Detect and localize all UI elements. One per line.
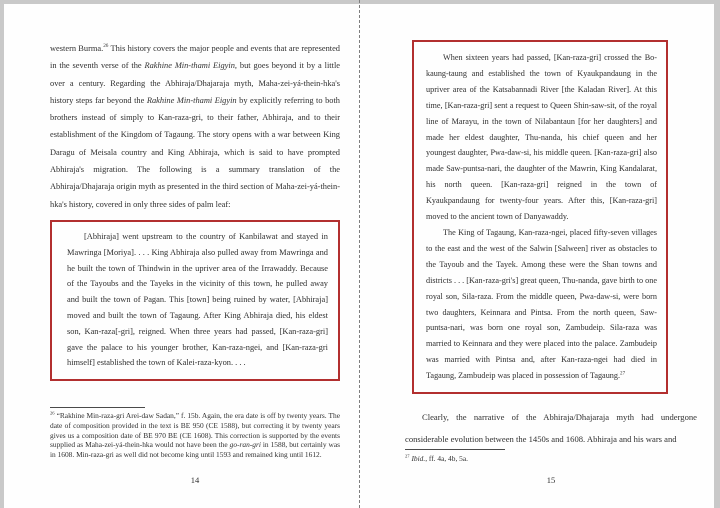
- right-footnote-rule: [405, 449, 505, 450]
- page-divider: [359, 0, 360, 508]
- right-block-quote-paragraph-2: The King of Tagaung, Kan-raza-ngei, placed fifty-seven villages to the east and the west of the Salwin [Salween] river as obstacles to the Tayoub and the Tayek. Among these were the Shan towns and districts . . . [Kan-raza-gri's] great queen, Thu-nanda, gave birth to one royal son, Sila-raza. From the middle queen, Pwa-daw-si, were born two daughters, Keinnara and Pintsa. From the north queen, Saw-puntsa-nari, was born one royal son, Zambudeip. Sila-raza was married to Keinnara and they were placed into the palace. Zambudeip was married with Pintsa and, after Kan-raza-ngei had died in Tagaung, Zambudeip was placed in possession of Tagaung.$^{27}$: [426, 227, 657, 381]
- right-block-quote-paragraph-1: When sixteen years had passed, [Kan-raza-gri] crossed the Bo-kaung-taung and established the town of Kyaukpandaung in the upriver area of the Katsabannadi River [the Kaladan River]. At this time, [Kan-raza-gri] sent a request to Queen Shin-saw-sit, of the royal line of Marayu, in the town of Nilabantaun [for her daughters] and made her eldest daughter, Thu-nanda, his chief queen and her youngest daughter, Pwa-daw-si, his middle queen. [Kan-raza-gri] also made Saw-puntsa-nari, the daughter of the Mawrin, King Kandalarat, his north queen. [Kan-raza-gri] reigned in the town of Kyaukpandaung for twenty-four years. After this, [Kan-raza-gri] moved to the ancient town of Danyawaddy.: [426, 53, 657, 222]
- right-body-paragraph: Clearly, the narrative of the Abhiraja/Dhajaraja myth had undergone considerable evolution between the 1450s and 1608. Abhiraja and his wars and: [405, 412, 697, 444]
- right-quote-highlight-box: [412, 40, 668, 394]
- left-quote-highlight-box: [50, 220, 340, 381]
- left-block-quote: [Abhiraja] went upstream to the country of Kanbilawat and stayed in Mawringa [Moriya]. . . . King Abhiraja also pulled away from Mawringa and he built the town of Thindwin in the upriver area of the Irrawaddy. Because of the Tayoubs and the Tayeks in the vicinity of this town, he pulled away and built the town of Pagan. This [town] being ruined by water, [Abhiraja] moved and built the town of Tagaung. After King Abhiraja died, his eldest son, Kan-raza[-gri], reigned. When three years had passed, [Kan-raza-gri] gave the palace to his younger brother, Kan-raza-ngei, and [Kan-raza-gri himself] established the town of Kalei-raza-kyon. . . .: [67, 231, 328, 368]
- scan-frame-top-edge: [0, 0, 720, 4]
- scan-frame-left-edge: [0, 0, 4, 508]
- right-footnote: $^{27}$ Ibid., ff. 4a, 4b, 5a.: [405, 453, 468, 463]
- left-page: [50, 40, 340, 381]
- left-body-paragraph: western Burma.$^{26}$ This history covers the major people and events that are represented in the seventh verse of the Rakhine Min-thami Eigyin, but goes beyond it by a little over a century. Regarding the Abhiraja/Dhajaraja myth, Maha-zei-yá-thein-hka's history steps far beyond the Rakhine Min-thami Eigyin by explicitly referring to both brothers instead of simply to Kan-raza-gri, to their father, Abhiraja, and to their establishment of the Kingdom of Tagaung. The story opens with a war between King Daragu of Meisala country and King Abhiraja, which is said to have prompted Abhiraja's migration. The following is a summary translation of the Abhiraja/Dhajaraja origin myth as presented in the third section of Maha-zei-yá-thein-hka's history, covered in only three sides of palm leaf:: [50, 43, 340, 209]
- left-page-number: 14: [190, 475, 200, 485]
- left-footnote: $^{26}$ “Rakhine Min-raza-gri Arei-daw Sadan,” f. 15b. Again, the era date is off by twenty years. The date of composition provided in the text is BE 950 (CE 1588), but correcting it by twenty years gives us a composition date of BE 970 BE (CE 1608). This correction is supported by the events supplied as Maha-zei-yá-thein-hka would not have been the go-ran-gri in 1588, but certainly was in 1608. Min-raza-gri as well did not become king until 1593 and remained king until 1612.: [50, 410, 340, 460]
- left-footnote-rule: [50, 407, 145, 408]
- right-page-number: 15: [546, 475, 556, 485]
- scan-frame-right-edge: [714, 0, 720, 508]
